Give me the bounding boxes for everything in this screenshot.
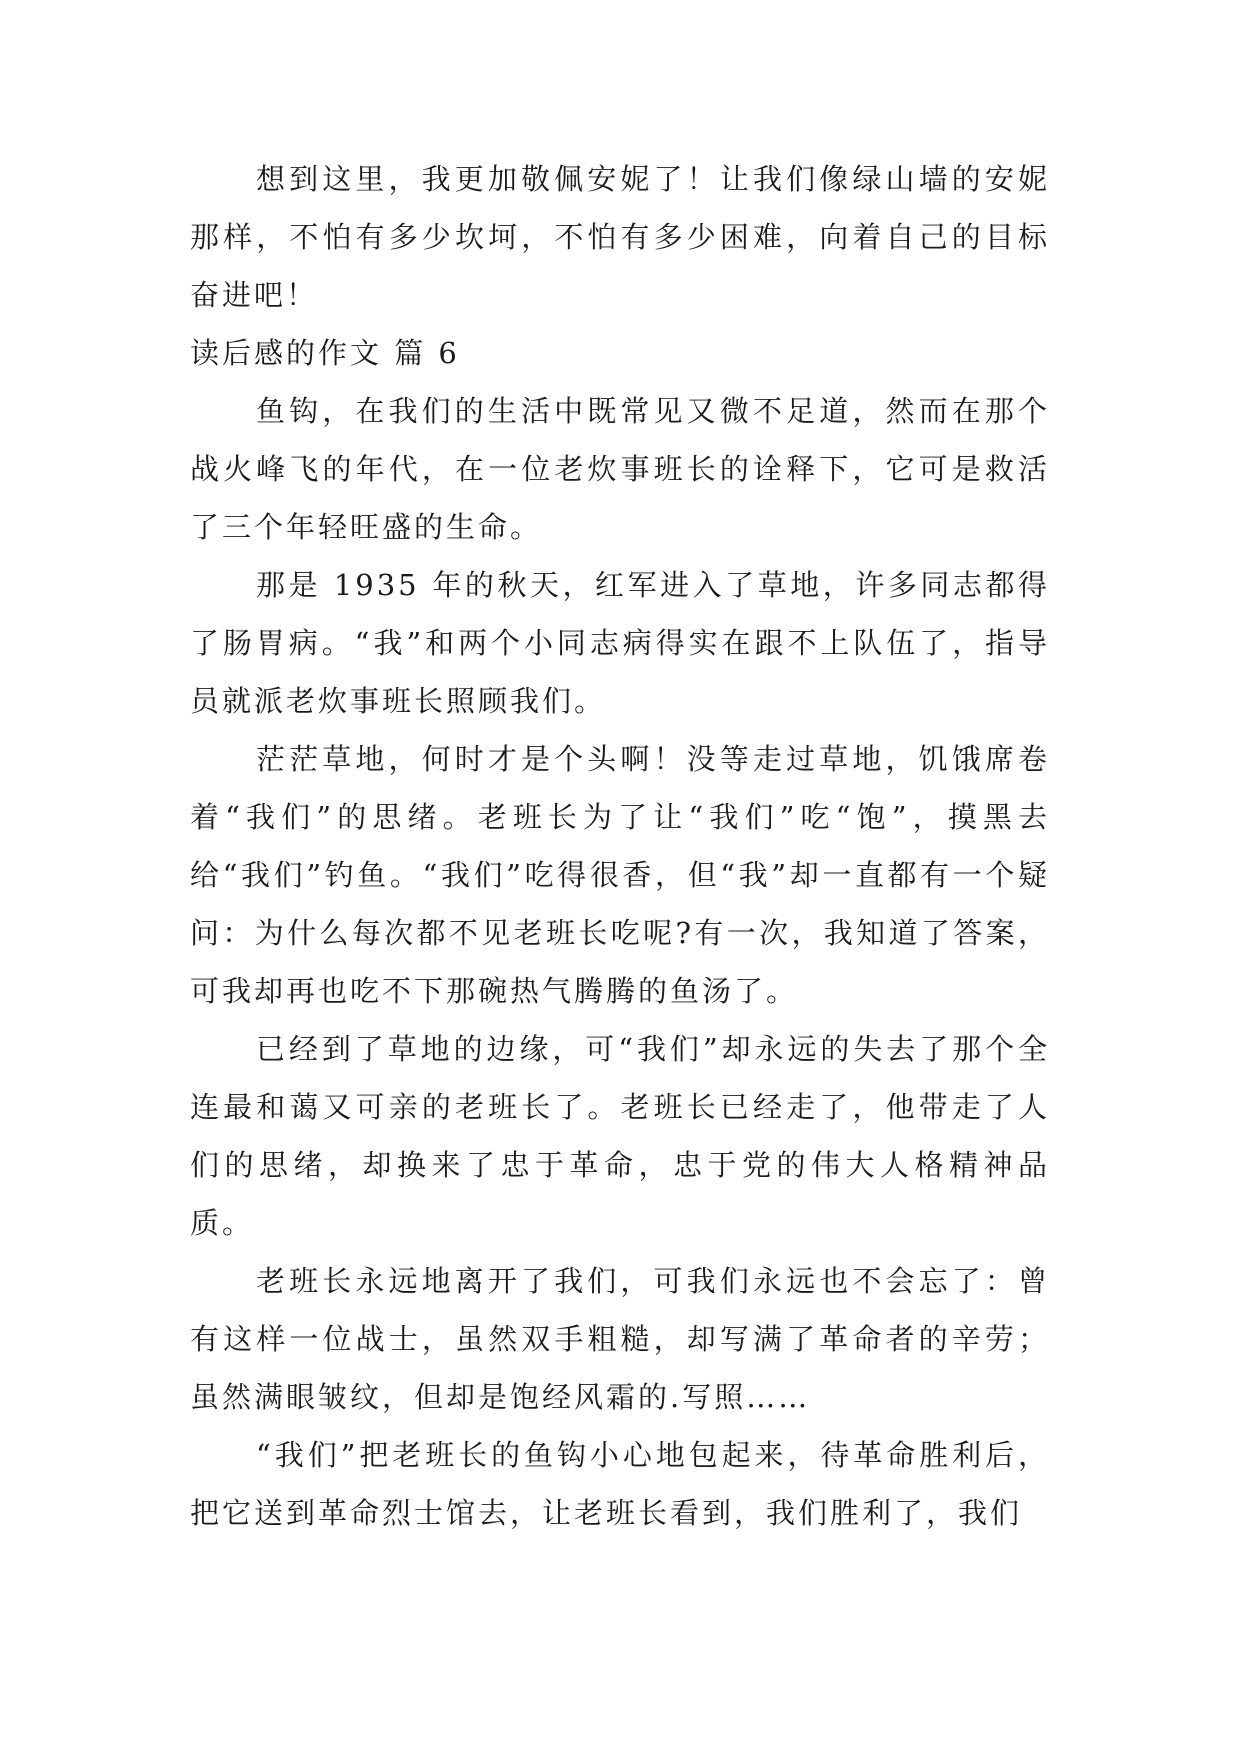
body-paragraph-1: 鱼钩，在我们的生活中既常见又微不足道，然而在那个战火峰飞的年代，在一位老炊事班长的诠释下，它可是救活了三个年轻旺盛的生命。 <box>190 394 1050 544</box>
body-paragraph-4: 已经到了草地的边缘，可“我们”却永远的失去了那个全连最和蔼又可亲的老班长了。老班长已经走了，他带走了人们的思绪，却换来了忠于革命，忠于党的伟大人格精神品质。 <box>190 1032 1050 1240</box>
body-paragraph-5: 老班长永远地离开了我们，可我们永远也不会忘了：曾有这样一位战士，虽然双手粗糙，却写满了革命者的辛劳；虽然满眼皱纹，但却是饱经风霜的.写照…… <box>190 1264 1050 1414</box>
document-body <box>190 150 1050 1542</box>
body-paragraph-6: “我们”把老班长的鱼钩小心地包起来，待革命胜利后，把它送到革命烈士馆去，让老班长看到，我们胜利了，我们 <box>190 1438 1050 1530</box>
body-paragraph-3: 茫茫草地，何时才是个头啊！没等走过草地，饥饿席卷着“我们”的思绪。老班长为了让“我们”吃“饱”，摸黑去给“我们”钓鱼。“我们”吃得很香，但“我”却一直都有一个疑问：为什么每次都不见老班长吃呢?有一次，我知道了答案，可我却再也吃不下那碗热气腾腾的鱼汤了。 <box>190 742 1050 1008</box>
section-heading: 读后感的作文 篇 6 <box>190 336 460 370</box>
body-paragraph-2: 那是 1935 年的秋天，红军进入了草地，许多同志都得了肠胃病。“我”和两个小同志病得实在跟不上队伍了，指导员就派老炊事班长照顾我们。 <box>190 568 1050 718</box>
intro-paragraph: 想到这里，我更加敬佩安妮了！让我们像绿山墙的安妮那样，不怕有多少坎坷，不怕有多少困难，向着自己的目标奋进吧！ <box>190 162 1050 312</box>
